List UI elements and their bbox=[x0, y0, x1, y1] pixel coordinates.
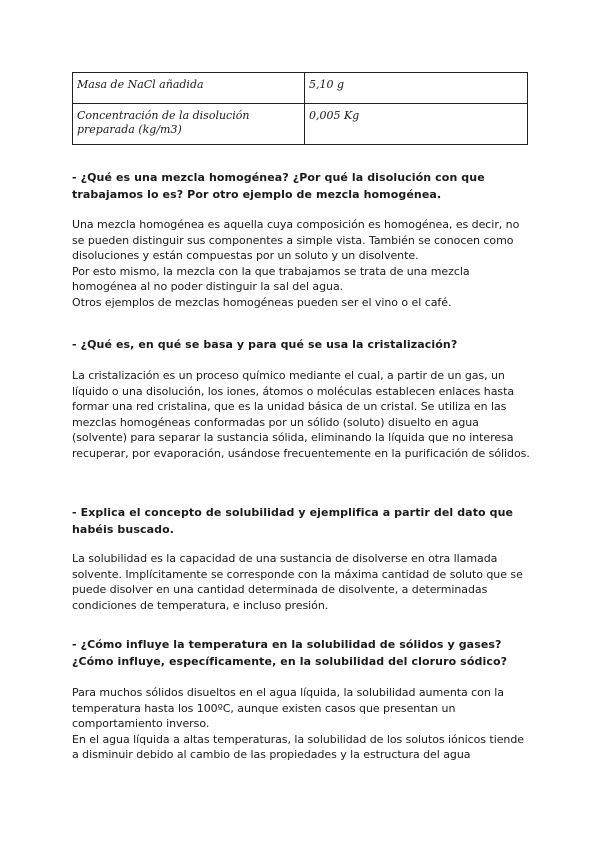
table-row bbox=[73, 73, 528, 104]
table-value-cell: 5,10 g bbox=[305, 73, 528, 104]
table-value-cell: 0,005 Kg bbox=[305, 104, 528, 145]
answer-line: La solubilidad es la capacidad de una sustancia de disolverse en otra llamada solvente. Implícitamente se corresponde con la máxima cantidad de soluto que se puede disolver en una cantidad determinada de disolvente, a determinadas condiciones de temperatura, e incluso presión. bbox=[72, 552, 523, 612]
answer-paragraph bbox=[72, 685, 532, 763]
question-heading: - Explica el concepto de solubilidad y ejemplifica a partir del dato que habéis buscado. bbox=[72, 506, 514, 536]
question-heading: - ¿Qué es, en qué se basa y para qué se usa la cristalización? bbox=[72, 338, 458, 351]
nacl-data-table bbox=[72, 72, 528, 145]
answer-paragraph bbox=[72, 368, 532, 462]
question-heading: - ¿Cómo influye la temperatura en la solubilidad de sólidos y gases? ¿Cómo influye, específicamente, en la solubilidad del cloruro sódico? bbox=[72, 638, 508, 668]
table-row bbox=[73, 104, 528, 145]
answer-paragraph bbox=[72, 217, 532, 311]
answer-line: Otros ejemplos de mezclas homogéneas pueden ser el vino o el café. bbox=[72, 295, 452, 309]
answer-paragraph bbox=[72, 551, 532, 613]
question-heading: - ¿Qué es una mezcla homogénea? ¿Por qué la disolución con que trabajamos lo es? Por otro ejemplo de mezcla homogénea. bbox=[72, 171, 485, 201]
answer-line: Para muchos sólidos disueltos en el agua líquida, la solubilidad aumenta con la temperatura hasta los 100ºC, aunque existen casos que presentan un comportamiento inverso. bbox=[72, 686, 504, 731]
answer-line: Por esto mismo, la mezcla con la que trabajamos se trata de una mezcla homogénea al no poder distinguir la sal del agua. bbox=[72, 264, 470, 294]
answer-line: La cristalización es un proceso químico mediante el cual, a partir de un gas, un líquido o una disolución, los iones, átomos o moléculas establecen enlaces hasta formar una red cristalina, que es la unidad básica de un cristal. Se utiliza en las mezclas homogéneas conformadas por un sólido (soluto) disuelto en agua (solvente) para separar la sustancia sólida, eliminando la líquida que no interesa recuperar, por evaporación, usándose frecuentemente en la purificación de sólidos. bbox=[72, 369, 530, 460]
answer-line: Una mezcla homogénea es aquella cuya composición es homogénea, es decir, no se pueden distinguir sus componentes a simple vista. También se conocen como disoluciones y están compuestas por un soluto y un disolvente. bbox=[72, 218, 520, 263]
table-label-cell: Masa de NaCl añadida bbox=[73, 73, 305, 104]
table-label-cell: Concentración de la disolución preparada (kg/m3) bbox=[73, 104, 305, 145]
answer-line: En el agua líquida a altas temperaturas, la solubilidad de los solutos iónicos tiende a disminuir debido al cambio de las propiedades y la estructura del agua bbox=[72, 732, 524, 762]
